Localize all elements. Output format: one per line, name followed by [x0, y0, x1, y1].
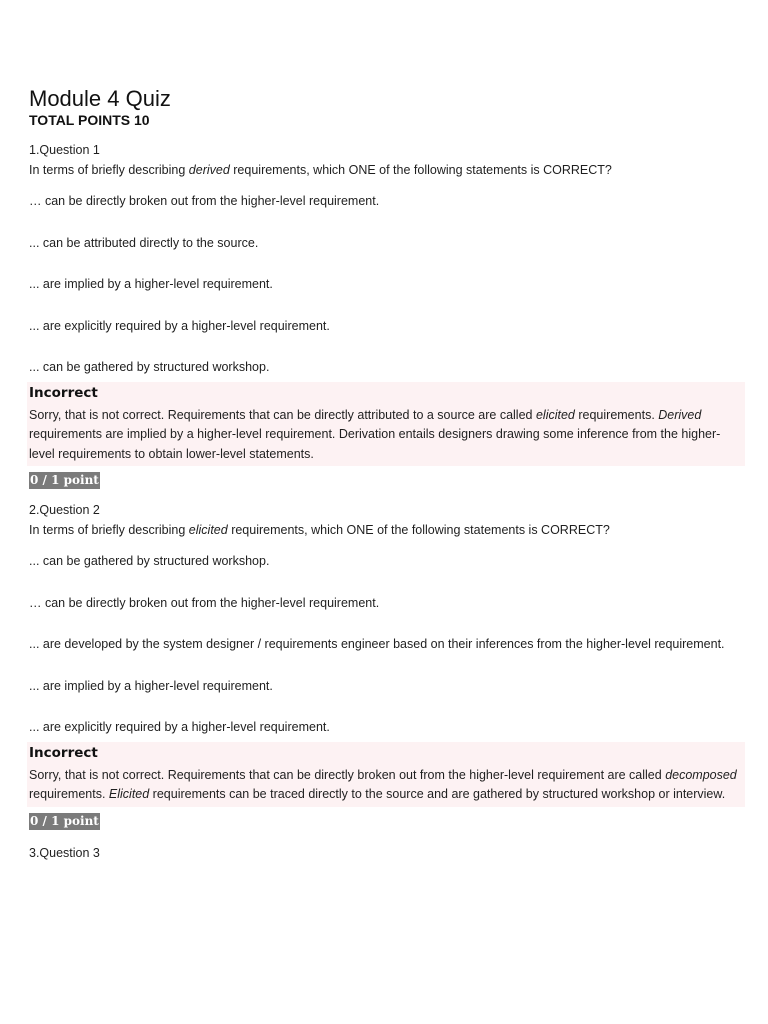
question-text-emphasis: elicited — [188, 522, 228, 537]
question-2 — [29, 501, 743, 830]
feedback-emphasis: decomposed — [665, 767, 737, 782]
question-text-part: requirements, which ONE of the following statements is CORRECT? — [229, 162, 612, 177]
question-text-part: requirements, which ONE of the following statements is CORRECT? — [227, 522, 610, 537]
question-text — [29, 161, 743, 181]
answer-option[interactable]: ... are implied by a higher-level requirement. — [29, 678, 273, 693]
feedback-text — [29, 766, 743, 805]
answer-option[interactable]: … can be directly broken out from the higher-level requirement. — [29, 194, 380, 208]
answer-options — [29, 192, 743, 378]
question-text-emphasis: derived — [188, 162, 230, 177]
question-3 — [29, 844, 743, 864]
feedback-title: Incorrect — [29, 744, 98, 761]
feedback-box — [27, 742, 745, 807]
feedback-text-part: requirements. — [574, 407, 659, 422]
question-1 — [29, 141, 743, 489]
total-points: TOTAL POINTS 10 — [29, 112, 150, 128]
feedback-title: Incorrect — [29, 384, 98, 401]
question-number: 3.Question 3 — [29, 845, 100, 860]
question-number: 2.Question 2 — [29, 503, 100, 517]
score-badge: 0 / 1 point — [30, 473, 99, 487]
question-text-part: In terms of briefly describing — [29, 162, 189, 177]
answer-option[interactable]: ... are implied by a higher-level requirement. — [29, 277, 273, 291]
feedback-box — [27, 382, 745, 467]
answer-options — [29, 552, 743, 738]
page-title: Module 4 Quiz — [29, 86, 171, 111]
answer-option[interactable]: ... can be gathered by structured workshop. — [29, 554, 270, 568]
feedback-text-part: requirements are implied by a higher-level requirement. Derivation entails designers drawing some inference from the higher-level requirements to obtain lower-level statements. — [29, 427, 721, 461]
feedback-text-part: Sorry, that is not correct. Requirements that can be directly attributed to a source are called — [29, 407, 536, 422]
feedback-emphasis: Elicited — [108, 787, 150, 801]
feedback-text — [29, 406, 743, 465]
feedback-emphasis: elicited — [535, 407, 575, 422]
feedback-text-part: requirements. — [29, 787, 109, 801]
answer-option[interactable]: ... are explicitly required by a higher-level requirement. — [29, 318, 330, 333]
answer-option[interactable]: ... can be gathered by structured workshop. — [29, 360, 270, 374]
answer-option[interactable]: ... are explicitly required by a higher-level requirement. — [29, 720, 330, 734]
answer-option[interactable]: ... can be attributed directly to the source. — [29, 235, 259, 250]
question-number: 1.Question 1 — [29, 143, 100, 157]
question-text — [29, 521, 743, 541]
answer-option[interactable]: ... are developed by the system designer / requirements engineer based on their inferences from the higher-level requirement. — [29, 637, 725, 651]
question-text-part: In terms of briefly describing — [29, 522, 189, 537]
score-badge: 0 / 1 point — [30, 813, 99, 828]
answer-option[interactable]: … can be directly broken out from the higher-level requirement. — [29, 595, 380, 610]
feedback-text-part: requirements can be traced directly to the source and are gathered by structured workshop or interview. — [149, 787, 726, 801]
feedback-text-part: Sorry, that is not correct. Requirements that can be directly broken out from the higher-level requirement are called — [29, 767, 666, 782]
quiz-page — [29, 86, 743, 863]
feedback-emphasis: Derived — [658, 407, 702, 422]
